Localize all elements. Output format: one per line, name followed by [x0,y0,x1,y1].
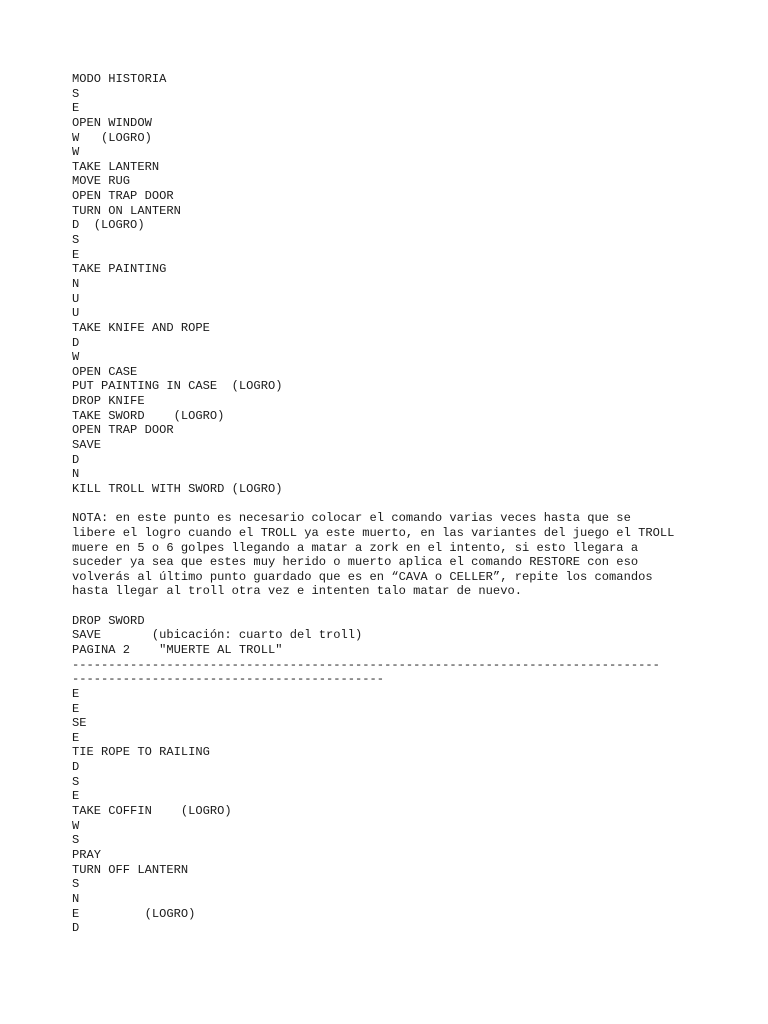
note-line: suceder ya sea que estes muy herido o muerto aplica el comando RESTORE con eso [72,555,639,570]
command-line: PAGINA 2 "MUERTE AL TROLL" [72,642,283,657]
command-line: N [72,891,80,906]
command-line: PUT PAINTING IN CASE (LOGRO) [72,379,283,394]
command-line: S [72,86,80,101]
command-line: MOVE RUG [72,174,131,189]
command-line: E [72,701,80,716]
blank-line [72,497,712,512]
command-line: N [72,276,80,291]
command-line: W (LOGRO) [72,130,152,145]
command-line: PRAY [72,847,102,862]
command-line: U [72,306,80,321]
command-line: N [72,467,80,482]
command-line: SAVE [72,438,102,453]
command-line: E [72,730,80,745]
command-line: SAVE (ubicación: cuarto del troll) [72,628,363,643]
command-line: TURN ON LANTERN [72,203,181,218]
note-line: volverás al último punto guardado que es en “CAVA o CELLER”, repite los comandos [72,569,653,584]
command-line: TAKE LANTERN [72,159,160,174]
command-line: D [72,760,80,775]
note-line: muere en 5 o 6 golpes llegando a matar a zork en el intento, si esto llegara a [72,540,639,555]
command-line: OPEN CASE [72,364,138,379]
command-line: W [72,145,80,160]
command-line: U [72,291,80,306]
note-line: hasta llegar al troll otra vez e intenten talo matar de nuevo. [72,584,522,599]
command-line: D [72,335,80,350]
walkthrough-document [72,72,712,936]
command-line: S [72,877,80,892]
command-line: OPEN TRAP DOOR [72,423,174,438]
note-paragraph [72,511,712,599]
command-line: TAKE KNIFE AND ROPE [72,320,210,335]
note-line: NOTA: en este punto es necesario colocar el comando varias veces hasta que se [72,511,631,526]
command-line: DROP SWORD [72,613,145,628]
command-line: D (LOGRO) [72,218,145,233]
command-line: E [72,247,80,262]
command-line: TIE ROPE TO RAILING [72,745,210,760]
command-line: DROP KNIFE [72,394,145,409]
command-list-part-2 [72,614,712,658]
command-line: TAKE SWORD (LOGRO) [72,408,225,423]
command-line: S [72,774,80,789]
command-line: W [72,350,80,365]
command-line: TURN OFF LANTERN [72,862,189,877]
command-line: E [72,789,80,804]
separator-line: ------------------------------------------- [72,672,385,687]
command-line: OPEN TRAP DOOR [72,189,174,204]
command-line: TAKE COFFIN (LOGRO) [72,804,232,819]
command-line: S [72,233,80,248]
command-line: W [72,818,80,833]
command-line: OPEN WINDOW [72,115,152,130]
dashed-separator [72,658,712,687]
blank-line [72,599,712,614]
separator-line: --------------------------------------------------------------------------------- [72,657,660,672]
command-line: S [72,833,80,848]
command-line: E [72,686,80,701]
command-line: E (LOGRO) [72,906,196,921]
command-list-part-3 [72,687,712,936]
command-line: E [72,101,80,116]
command-line: MODO HISTORIA [72,72,167,86]
command-list-part-1 [72,72,712,497]
command-line: KILL TROLL WITH SWORD (LOGRO) [72,481,283,496]
note-line: libere el logro cuando el TROLL ya este muerto, en las variantes del juego el TROLL [72,525,675,540]
command-line: D [72,921,80,936]
command-line: TAKE PAINTING [72,262,167,277]
command-line: SE [72,716,87,731]
command-line: D [72,452,80,467]
